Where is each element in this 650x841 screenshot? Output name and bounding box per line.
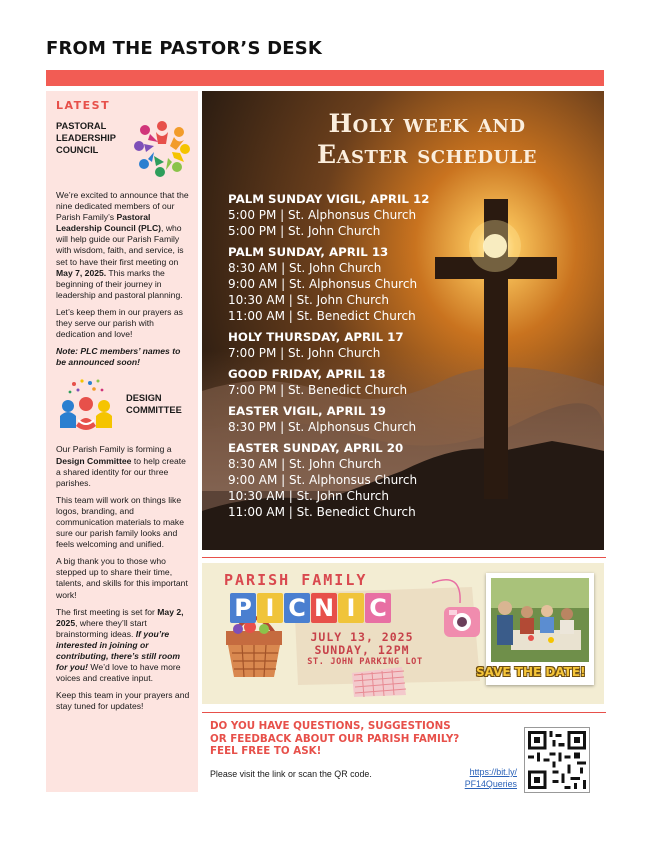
page-title: FROM THE PASTOR’S DESK xyxy=(46,38,323,59)
event-holy-thursday: HOLY THURSDAY, APRIL 17 7:00 PM | St. John Church xyxy=(228,330,404,360)
picnic-letter: P xyxy=(230,593,256,623)
picnic-letter: C xyxy=(365,593,391,623)
family-photo-icon xyxy=(491,578,589,662)
picnic-letter: I xyxy=(257,593,283,623)
design-paragraph-5: Keep this team in your prayers and stay tuned for updates! xyxy=(56,690,190,712)
picnic-basket-icon xyxy=(226,618,282,677)
design-paragraph-3: A big thank you to those who stepped up to share their time, talents, and skills for this important work! xyxy=(56,556,188,600)
design-paragraph-2: This team will work on things like logos, branding, and communication materials to make sure our parish family looks and feels welcoming and unified. xyxy=(56,494,184,550)
plc-paragraph-2: Let’s keep them in our prayers as they serve our parish with dedication and love! xyxy=(56,306,183,340)
latest-label: LATEST xyxy=(56,99,111,112)
picnic-location: ST. JOHN PARKING LOT xyxy=(307,657,423,667)
questions-prompt: DO YOU HAVE QUESTIONS, SUGGESTIONS OR FEEDBACK ABOUT OUR PARISH FAMILY? FEEL FREE TO ASK! xyxy=(210,720,460,758)
schedule-title: Holy week and Easter schedule xyxy=(316,109,538,169)
event-palm-sunday: PALM SUNDAY, APRIL 13 8:30 AM | St. John Church 9:00 AM | St. Alphonsus Church 10:30 AM | St. John Church 11:00 AM | St. Benedict Church xyxy=(228,245,418,323)
divider-bottom xyxy=(202,712,606,713)
plc-header xyxy=(56,120,190,184)
design-paragraph-1: Our Parish Family is forming a Design Committee to help create a shared identity for our three parishes. xyxy=(56,444,186,488)
event-palm-sunday-vigil: PALM SUNDAY VIGIL, APRIL 12 5:00 PM | St. Alphonsus Church 5:00 PM | St. John Church xyxy=(228,192,430,238)
design-title: DESIGN COMMITTEE xyxy=(126,393,182,416)
sidebar xyxy=(46,91,198,792)
holy-week-schedule xyxy=(202,91,604,550)
queries-link[interactable]: https://bit.ly/ PF14Queries xyxy=(464,767,517,789)
picnic-banner xyxy=(202,563,604,704)
plc-note: Note: PLC members’ names to be announced soon! xyxy=(56,346,181,368)
design-header xyxy=(56,376,190,438)
picnic-letter: C xyxy=(284,593,310,623)
design-paragraph-4: The first meeting is set for May 2, 2025, where they’ll start brainstorming ideas. If you’re interested in joining or contributing, there’s still room for you! We’d love to have more voices and creative input. xyxy=(56,606,184,684)
people-circle-icon xyxy=(132,118,192,178)
people-paint-icon xyxy=(56,376,116,434)
header-accent-bar xyxy=(46,70,604,86)
plc-paragraph-1: We’re excited to announce that the nine dedicated members of our Parish Family’s Pastoral Leadership Council (PLC), who will help guide our Parish Family with wisdom, faith, and service, is set to have their first meeting on May 7, 2025. This marks the beginning of their journey in leadership and pastoral planning. xyxy=(56,190,189,300)
event-easter-sunday: EASTER SUNDAY, APRIL 20 8:30 AM | St. John Church 9:00 AM | St. Alphonsus Church 10:30 AM | St. John Church 11:00 AM | St. Benedict Church xyxy=(228,441,418,519)
plc-title: PASTORAL LEADERSHIP COUNCIL xyxy=(56,121,116,155)
picnic-date: JULY 13, 2025 SUNDAY, 12PM xyxy=(310,630,414,657)
picnic-letter: I xyxy=(338,593,364,623)
event-good-friday: GOOD FRIDAY, APRIL 18 7:00 PM | St. Benedict Church xyxy=(228,367,408,397)
picnic-word xyxy=(230,593,392,623)
picnic-letter: N xyxy=(311,593,337,623)
event-list xyxy=(228,191,478,525)
event-easter-vigil: EASTER VIGIL, APRIL 19 8:30 PM | St. Alphonsus Church xyxy=(228,404,417,434)
picnic-title: PARISH FAMILY xyxy=(224,571,368,589)
save-the-date-label: SAVE THE DATE! xyxy=(476,665,586,679)
qr-code-icon[interactable] xyxy=(524,727,590,793)
visit-text: Please visit the link or scan the QR code. xyxy=(210,769,372,779)
divider-top xyxy=(202,557,606,558)
